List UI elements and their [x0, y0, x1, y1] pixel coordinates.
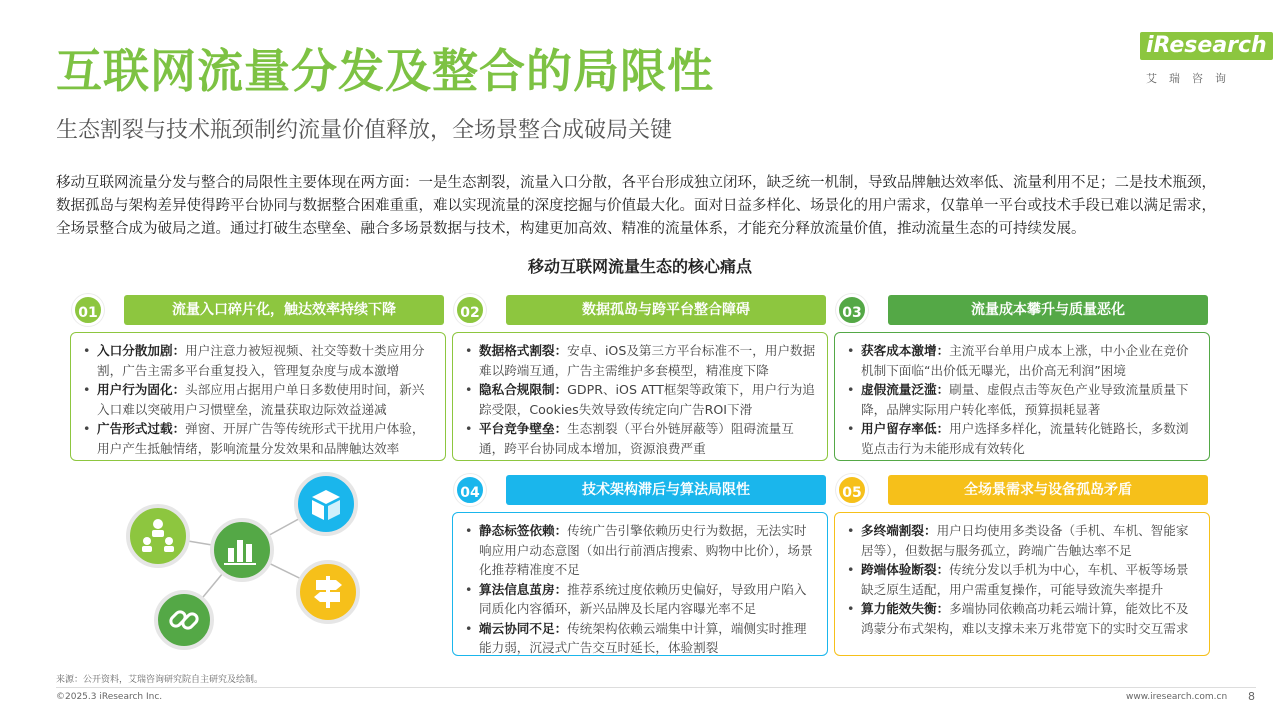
- card-title-03: 流量成本攀升与质量恶化: [888, 295, 1208, 325]
- list-item: • 算力能效失衡：多端协同依赖高功耗云端计算，能效比不及鸿蒙分布式架构，难以支撑未来万兆带宽下的实时交互需求: [845, 599, 1199, 638]
- card-01: [70, 332, 446, 461]
- list-item: • 用户留存率低：用户选择多样化，流量转化链路长，多数浏览点击行为未能形成有效转化: [845, 419, 1199, 458]
- cube-icon: [296, 474, 356, 534]
- list-item: • 静态标签依赖：传统广告引擎依赖历史行为数据，无法实时响应用户动态意图（如出行前酒店搜索、购物中比价），场景化推荐精准度不足: [463, 521, 817, 580]
- list-item: • 隐私合规限制：GDPR、iOS ATT框架等政策下，用户行为追踪受限，Cookies失效导致传统定向广告ROI下滑: [463, 380, 817, 419]
- list-item: • 获客成本激增：主流平台单用户成本上涨，中小企业在竞价机制下面临“出价低无曝光，出价高无利润”困境: [845, 341, 1199, 380]
- intro-paragraph: 移动互联网流量分发与整合的局限性主要体现在两方面：一是生态割裂，流量入口分散，各平台形成独立闭环，缺乏统一机制，导致品牌触达效率低、流量利用不足；二是技术瓶颈，数据孤岛与架构差异使得跨平台协同与数据整合困难重重，难以实现流量的深度挖掘与价值最大化。面对日益多样化、场景化的用户需求，仅靠单一平台或技术手段已难以满足需求，全场景整合成为破局之道。通过打破生态壁垒、融合多场景数据与技术，构建更加高效、精准的流量体系，才能充分释放流量价值，推动流量生态的可持续发展。: [56, 175, 1216, 237]
- signpost-icon: [298, 562, 358, 622]
- list-item: • 端云协同不足：传统架构依赖云端集中计算，端侧实时推理能力弱，沉浸式广告交互时延长，体验割裂: [463, 619, 817, 658]
- page-subtitle: 生态割裂与技术瓶颈制约流量价值释放，全场景整合成破局关键: [56, 118, 673, 143]
- list-item: • 数据格式割裂：安卓、iOS及第三方平台标准不一，用户数据难以跨端互通，广告主需维护多套模型，精准度下降: [463, 341, 817, 380]
- decorative-illustration: [120, 470, 370, 650]
- list-item: • 多终端割裂：用户日均使用多类设备（手机、车机、智能家居等），但数据与服务孤立，跨端广告触达率不足: [845, 521, 1199, 560]
- list-item: • 虚假流量泛滥：刷量、虚假点击等灰色产业导致流量质量下降，品牌实际用户转化率低，预算损耗显著: [845, 380, 1199, 419]
- people-icon: [128, 506, 188, 566]
- card-number-01: 01: [72, 294, 104, 326]
- logo-sub: 艾瑞咨询: [1146, 72, 1238, 85]
- footer-url: www.iresearch.com.cn: [1126, 692, 1228, 702]
- list-item: • 广告形式过载：弹窗、开屏广告等传统形式干扰用户体验，用户产生抵触情绪，影响流量分发效果和品牌触达效率: [81, 419, 435, 458]
- page-number: 8: [1248, 690, 1255, 703]
- card-02: [452, 332, 828, 461]
- diagram-title: 移动互联网流量生态的核心痛点: [527, 257, 752, 276]
- card-number-04: 04: [454, 474, 486, 506]
- footer-copyright: ©2025.3 iResearch Inc.: [56, 692, 163, 702]
- list-item: • 算法信息茧房：推荐系统过度依赖历史偏好，导致用户陷入同质化内容循环，新兴品牌及长尾内容曝光率不足: [463, 580, 817, 619]
- card-title-04: 技术架构滞后与算法局限性: [506, 475, 826, 505]
- card-05: [834, 512, 1210, 656]
- page-title: 互联网流量分发及整合的局限性: [56, 44, 714, 98]
- link-icon: [156, 592, 212, 648]
- bar-chart-icon: [212, 520, 272, 580]
- list-item: • 用户行为固化：头部应用占据用户单日多数使用时间，新兴入口难以突破用户习惯壁垒，流量获取边际效益递减: [81, 380, 435, 419]
- list-item: • 平台竞争壁垒：生态割裂（平台外链屏蔽等）阻碍流量互通，跨平台协同成本增加，资源浪费严重: [463, 419, 817, 458]
- footer-divider: [56, 687, 1256, 688]
- list-item: • 跨端体验断裂：传统分发以手机为中心，车机、平板等场景缺乏原生适配，用户需重复操作，可能导致流失率提升: [845, 560, 1199, 599]
- logo-word: iResearch: [1140, 32, 1273, 60]
- footer-source: 来源：公开资料，艾瑞咨询研究院自主研究及绘制。: [56, 675, 264, 685]
- card-number-05: 05: [836, 474, 868, 506]
- list-item: • 入口分散加剧：用户注意力被短视频、社交等数十类应用分割，广告主需多平台重复投入，管理复杂度与成本激增: [81, 341, 435, 380]
- card-title-02: 数据孤岛与跨平台整合障碍: [506, 295, 826, 325]
- card-number-02: 02: [454, 294, 486, 326]
- card-04: [452, 512, 828, 656]
- card-03: [834, 332, 1210, 461]
- iresearch-logo: [1140, 32, 1267, 88]
- card-title-05: 全场景需求与设备孤岛矛盾: [888, 475, 1208, 505]
- card-title-01: 流量入口碎片化，触达效率持续下降: [124, 295, 444, 325]
- card-number-03: 03: [836, 294, 868, 326]
